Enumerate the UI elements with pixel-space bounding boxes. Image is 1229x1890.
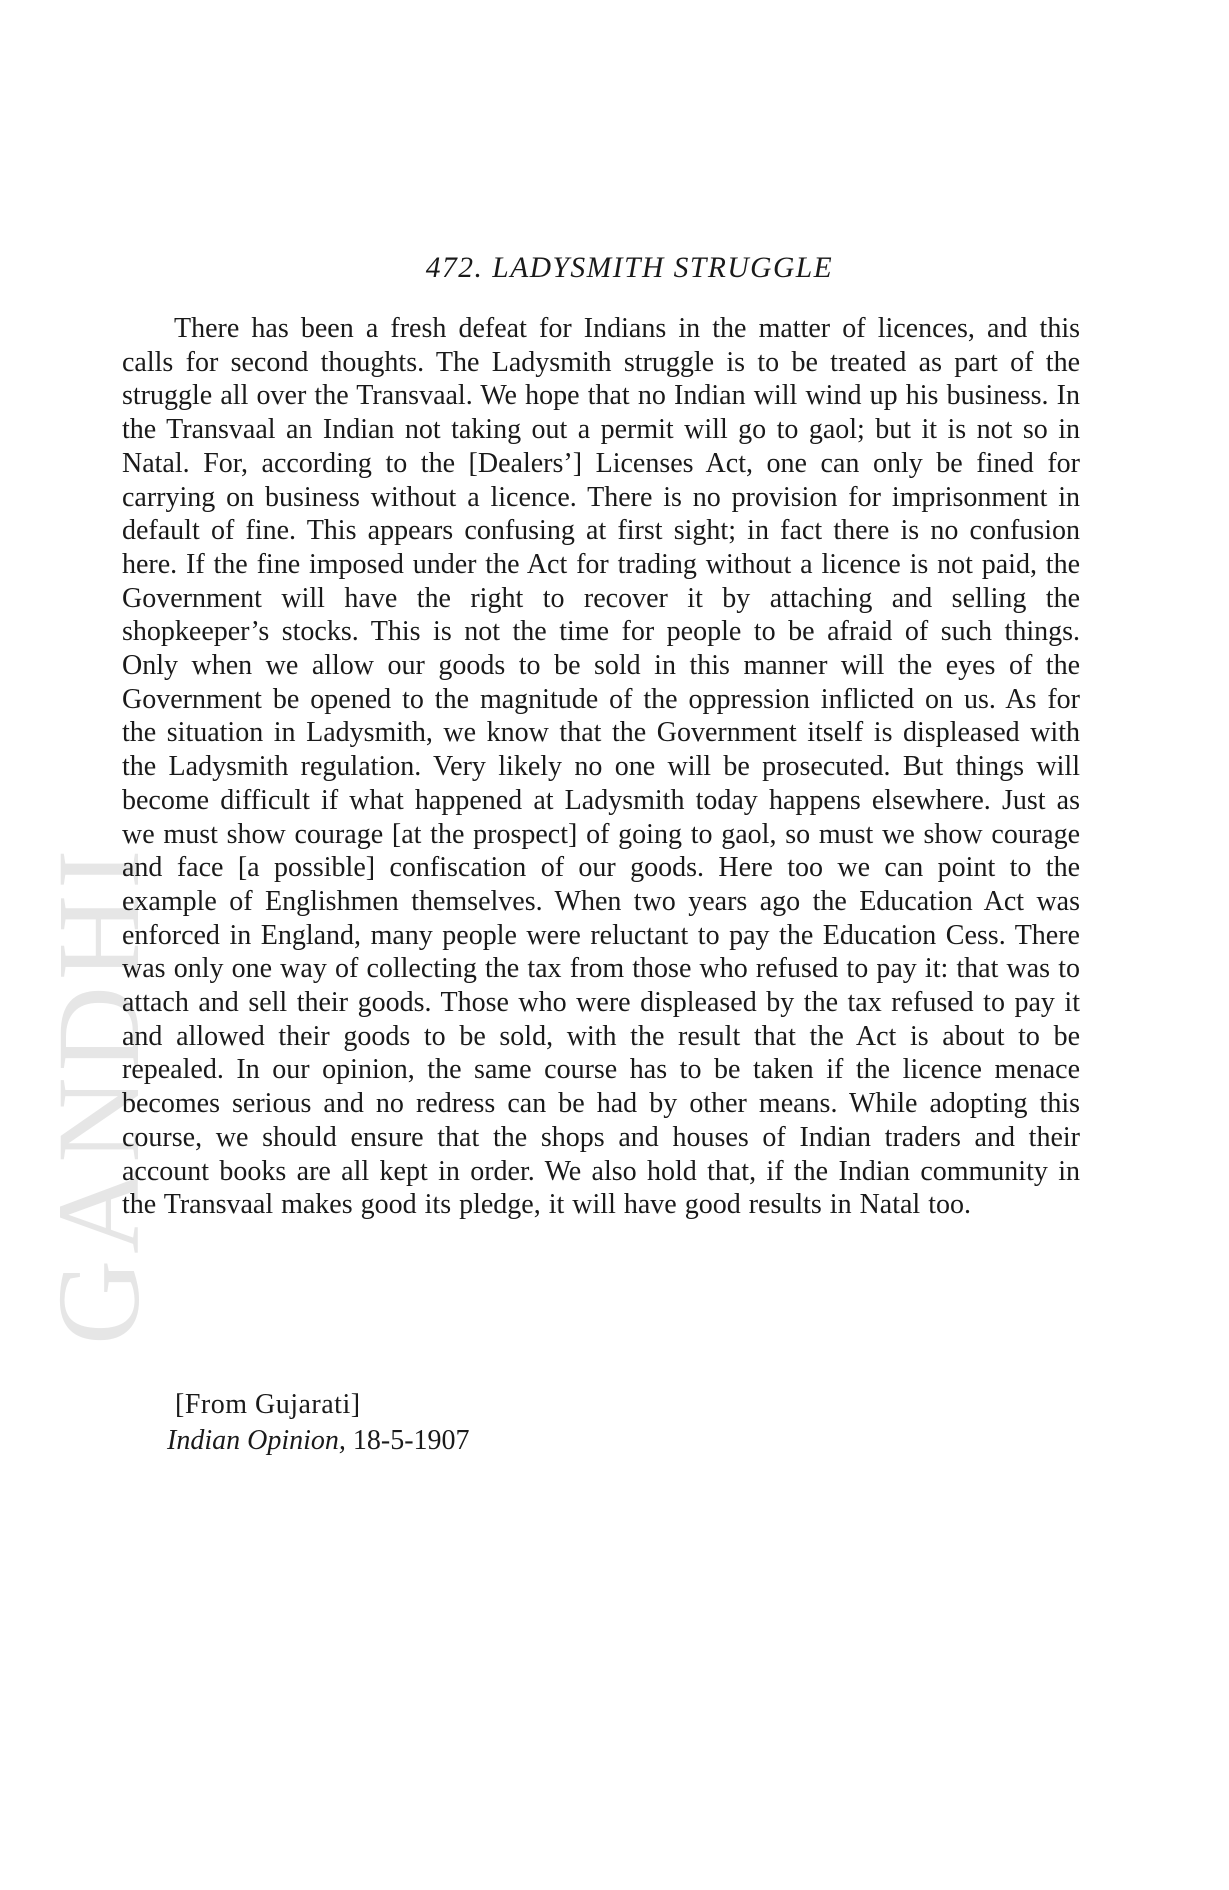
citation-title: Indian Opinion, (167, 1425, 346, 1456)
article-body: There has been a fresh defeat for Indians in the matter of licences, and this calls for second thoughts. The Ladysmith struggle is to be treated as part of the struggle all over the Transvaal. We hope that no Indian will wind up his business. In the Transvaal an Indian not taking out a permit will go to gaol; but it is not so in Natal. For, according to the [Dealers’] Licenses Act, one can only be fined for carrying on business without a licence. There is no provision for imprisonment in default of fine. This appears confusing at first sight; in fact there is no confusion here. If the fine imposed under the Act for trading without a licence is not paid, the Government will have the right to recover it by attaching and selling the shopkeeper’s stocks. This is not the time for people to be afraid of such things. Only when we allow our goods to be sold in this manner will the eyes of the Government be opened to the magnitude of the oppression inflicted on us. As for the situation in Ladysmith, we know that the Government itself is displeased with the Ladysmith regulation. Very likely no one will be prosecuted. But things will become difficult if what happened at Ladysmith today happens elsewhere. Just as we must show courage [at the prospect] of going to gaol, so must we show courage and face [a possible] confiscation of our goods. Here too we can point to the example of Englishmen themselves. When two years ago the Education Act was enforced in England, many people were reluctant to pay the Education Cess. There was only one way of collecting the tax from those who refused to pay it: that was to attach and sell their goods. Those who were displeased by the tax refused to pay it and allowed their goods to be sold, with the result that the Act is about to be repealed. In our opinion, the same course has to be taken if the licence menace becomes serious and no redress can be had by other means. While adopting this course, we should ensure that the shops and houses of Indian traders and their account books are all kept in order. We also hold that, if the Indian community in the Transvaal makes good its pledge, it will have good results in Natal too. (122, 313, 1080, 1221)
watermark-text: GANDHI (33, 843, 164, 1345)
citation (167, 1424, 470, 1458)
citation-date: 18-5-1907 (352, 1425, 470, 1456)
article-heading: 472. LADYSMITH STRUGGLE (425, 252, 834, 284)
source-note: [From Gujarati] (175, 1389, 361, 1420)
